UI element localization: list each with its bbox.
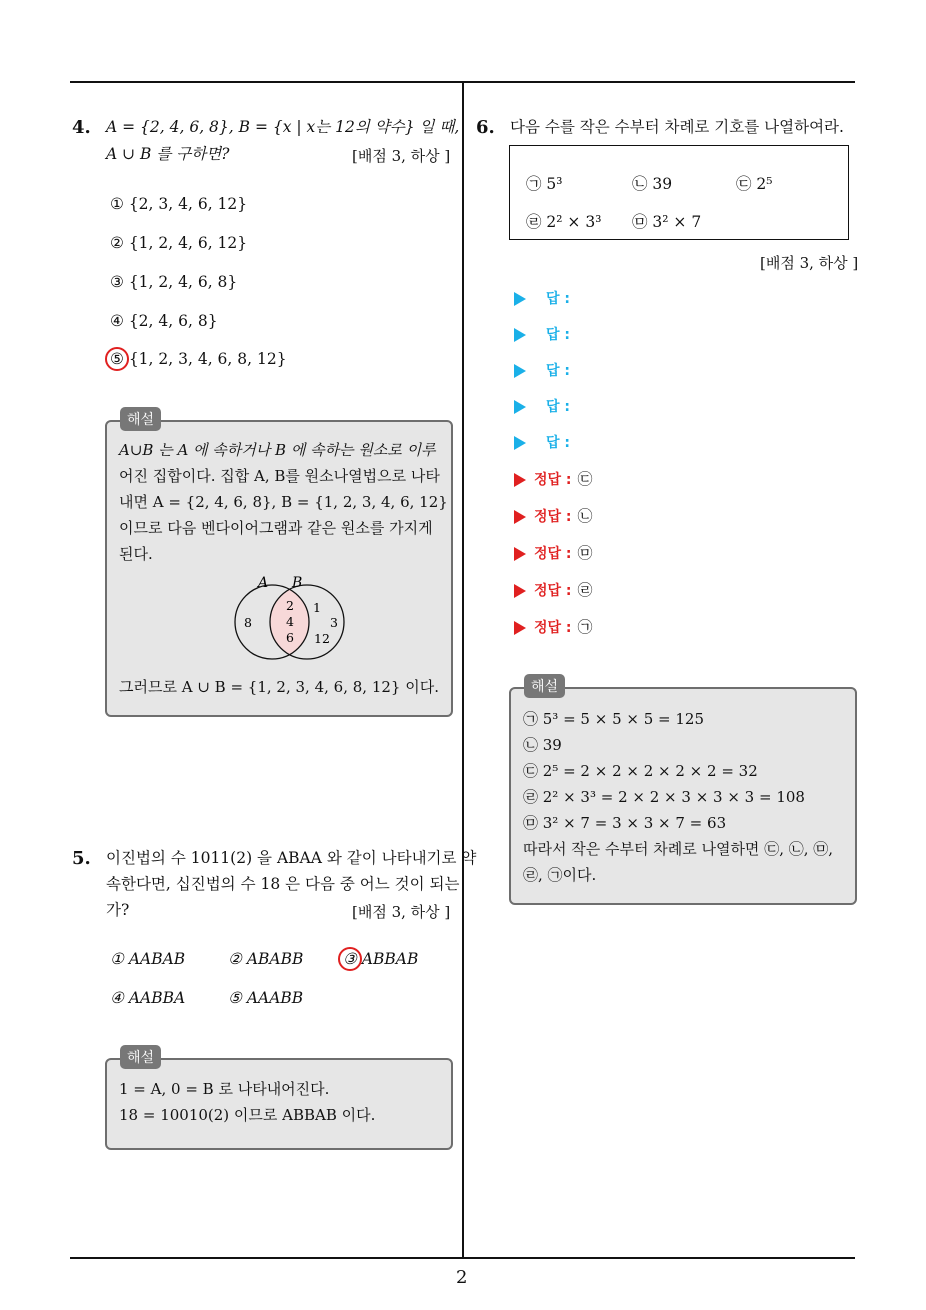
answer-label: 답 :: [546, 327, 570, 343]
venn-only-a: 8: [244, 615, 252, 630]
q4-answer-circle-mark: [105, 347, 129, 371]
q4-explanation-box: [105, 420, 453, 717]
q6-explanation-box: [509, 687, 857, 905]
q4-score-meta: [배점 3, 하상 ]: [352, 147, 451, 165]
q6-explain-line-4: ㉣ 2² × 3³ = 2 × 2 × 3 × 3 × 3 = 108: [523, 788, 805, 806]
q5-explanation-box: [105, 1058, 453, 1150]
q6-explain-line-5: ㉤ 3² × 7 = 3 × 3 × 7 = 63: [523, 814, 727, 832]
correct-label: 정답 :: [534, 472, 572, 488]
q5-explain-line-2: 18 = 10010(2) 이므로 ABBAB 이다.: [119, 1106, 376, 1124]
venn-diagram: [222, 570, 362, 670]
q4-choice-1[interactable]: ① {2, 3, 4, 6, 12}: [110, 195, 248, 213]
q4-explain-tag: 해설: [120, 407, 161, 431]
q4-explain-line-3: 내면 A = {2, 4, 6, 8}, B = {1, 2, 3, 4, 6, 12}: [119, 493, 448, 511]
page-number: 2: [456, 1267, 468, 1288]
q6-explain-line-7: ㉣, ㉠이다.: [523, 866, 597, 884]
play-outline-icon: [514, 621, 526, 635]
correct-label: 정답 :: [534, 546, 572, 562]
q6-explain-line-1: ㉠ 5³ = 5 × 5 × 5 = 125: [523, 710, 705, 728]
venn-label-b: B: [292, 575, 303, 591]
q6-explain-tag: 해설: [524, 674, 565, 698]
correct-label: 정답 :: [534, 509, 572, 525]
q6-item-2: ㉡ 39: [632, 175, 673, 193]
venn-both-1: 2: [286, 598, 294, 613]
q6-explain-line-2: ㉡ 39: [523, 736, 562, 754]
q4-explain-line-2: 어진 집합이다. 집합 A, B를 원소나열법으로 나타: [119, 467, 440, 485]
q6-item-4: ㉣ 2² × 3³: [526, 213, 602, 231]
q4-explain-line-4: 이므로 다음 벤다이어그램과 같은 원소를 가지게: [119, 519, 433, 537]
q4-choice-2[interactable]: ② {1, 2, 4, 6, 12}: [110, 234, 248, 252]
correct-value: ㉣: [577, 581, 593, 599]
column-divider: [462, 82, 464, 1258]
q5-choice-1[interactable]: ① AABAB: [110, 950, 186, 968]
q6-answer-row-3[interactable]: [514, 360, 570, 380]
q5-answer-circle-mark: [338, 947, 362, 971]
venn-label-a: A: [258, 575, 269, 591]
q6-answer-row-2[interactable]: [514, 324, 570, 344]
play-icon: [514, 436, 526, 450]
q5-question-line3: 가?: [106, 901, 130, 919]
q4-choice-3[interactable]: ③ {1, 2, 4, 6, 8}: [110, 273, 238, 291]
q6-correct-row-1: [514, 468, 593, 489]
correct-label: 정답 :: [534, 583, 572, 599]
correct-value: ㉤: [577, 544, 593, 562]
correct-value: ㉡: [577, 507, 593, 525]
play-outline-icon: [514, 510, 526, 524]
correct-label: 정답 :: [534, 620, 572, 636]
q6-question-line1: 다음 수를 작은 수부터 차례로 기호를 나열하여라.: [510, 118, 844, 136]
answer-label: 답 :: [546, 435, 570, 451]
answer-label: 답 :: [546, 363, 570, 379]
q5-number: 5.: [72, 848, 91, 869]
correct-value: ㉢: [577, 470, 593, 488]
q6-correct-row-5: [514, 616, 593, 637]
q5-score-meta: [배점 3, 하상 ]: [352, 903, 451, 921]
q6-answer-row-5[interactable]: [514, 432, 570, 452]
q5-explain-tag: 해설: [120, 1045, 161, 1069]
q6-answer-row-4[interactable]: [514, 396, 570, 416]
q6-answer-row-1[interactable]: [514, 288, 570, 308]
q5-explain-line-1: 1 = A, 0 = B 로 나타내어진다.: [119, 1080, 330, 1098]
q4-explain-line-1: A∪B 는 A 에 속하거나 B 에 속하는 원소로 이루: [119, 441, 436, 459]
q6-correct-row-4: [514, 579, 593, 600]
q6-score-meta: [배점 3, 하상 ]: [760, 254, 859, 272]
correct-value: ㉠: [577, 618, 593, 636]
q6-item-3: ㉢ 2⁵: [736, 175, 773, 193]
venn-both-2: 4: [286, 614, 294, 629]
play-outline-icon: [514, 584, 526, 598]
answer-label: 답 :: [546, 399, 570, 415]
q5-question-line1: 이진법의 수 1011(2) 을 ABAA 와 같이 나타내기로 약: [106, 849, 477, 867]
q6-item-5: ㉤ 3² × 7: [632, 213, 702, 231]
q6-correct-row-2: [514, 505, 593, 526]
play-icon: [514, 292, 526, 306]
venn-only-b-3: 12: [314, 631, 330, 646]
play-outline-icon: [514, 473, 526, 487]
q6-correct-row-3: [514, 542, 593, 563]
q5-choice-5[interactable]: ⑤ AAABB: [228, 989, 304, 1007]
q4-conclusion: 그러므로 A ∪ B = {1, 2, 3, 4, 6, 8, 12} 이다.: [119, 678, 439, 696]
venn-only-b-1: 1: [313, 600, 321, 615]
q5-question-line2: 속한다면, 십진법의 수 18 은 다음 중 어느 것이 되는: [106, 875, 460, 893]
play-icon: [514, 400, 526, 414]
q6-items-box: [509, 145, 849, 240]
q4-number: 4.: [72, 117, 91, 138]
venn-both-3: 6: [286, 630, 294, 645]
q4-choice-4[interactable]: ④ {2, 4, 6, 8}: [110, 312, 218, 330]
venn-only-b-2: 3: [330, 615, 338, 630]
answer-label: 답 :: [546, 291, 570, 307]
q6-number: 6.: [476, 117, 495, 138]
q4-explain-line-5: 된다.: [119, 545, 153, 563]
q5-choice-3[interactable]: ③ ABBAB: [343, 950, 419, 968]
q6-item-1: ㉠ 5³: [526, 175, 563, 193]
q5-choice-4[interactable]: ④ AABBA: [110, 989, 186, 1007]
q6-explain-line-3: ㉢ 2⁵ = 2 × 2 × 2 × 2 × 2 = 32: [523, 762, 758, 780]
q4-question-line2: A ∪ B 를 구하면?: [106, 145, 230, 163]
bottom-rule: [70, 1257, 855, 1259]
q6-explain-line-6: 따라서 작은 수부터 차례로 나열하면 ㉢, ㉡, ㉤,: [523, 840, 834, 858]
play-icon: [514, 364, 526, 378]
q5-choice-2[interactable]: ② ABABB: [228, 950, 304, 968]
play-icon: [514, 328, 526, 342]
play-outline-icon: [514, 547, 526, 561]
q4-choice-5[interactable]: ⑤ {1, 2, 3, 4, 6, 8, 12}: [110, 350, 287, 368]
q4-question-line1: A = {2, 4, 6, 8}, B = {x | x는 12의 약수} 일 때,: [106, 118, 460, 136]
